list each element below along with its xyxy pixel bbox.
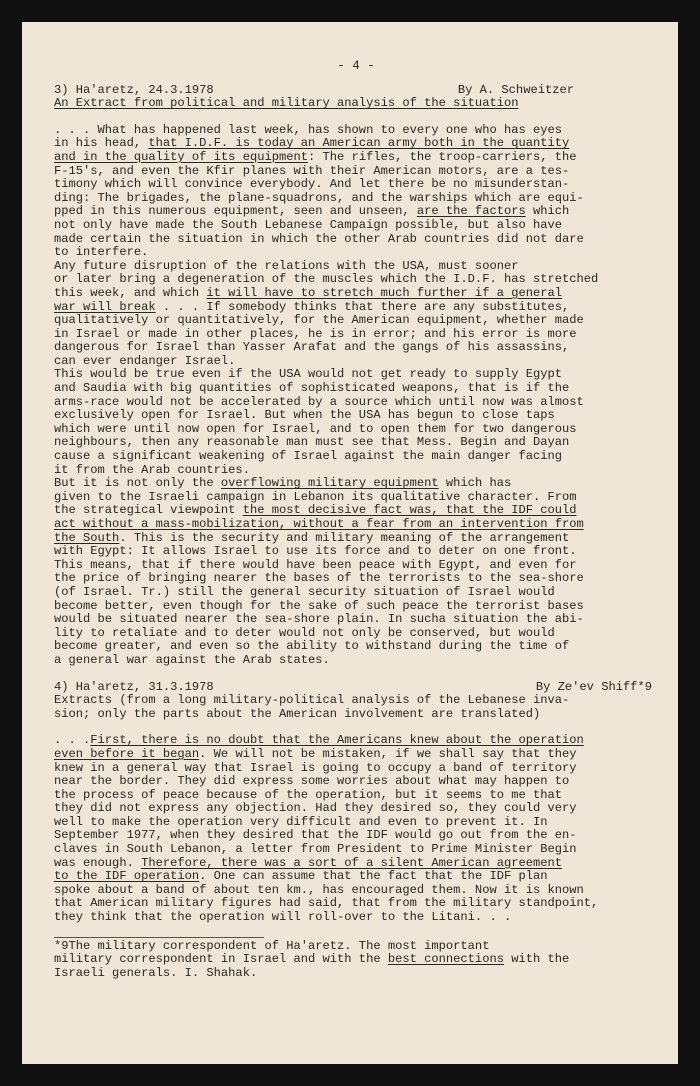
section-3-title	[54, 97, 658, 111]
text-run: Any future disruption of the relations with the USA, must sooner or later bring a degeneration of the muscles which the I.D.F. has stretched this week, and which	[54, 258, 599, 300]
underlined-text: overflowing military equipment	[220, 476, 439, 491]
underlined-text: Therefore, there was a sort of a silent American agreement to the IDF operation	[54, 855, 563, 884]
text-run: But it is not only the	[54, 476, 221, 491]
section-3-paragraph-1	[54, 124, 658, 260]
footnote-separator	[54, 937, 264, 938]
underlined-text: it will have to stretch much further if a general war will break	[54, 285, 563, 314]
text-run: with the Israeli generals. I. Shahak.	[54, 952, 570, 980]
text-run: : The rifles, the troop-carriers, the F-15's, and even the Kfir planes with their American motors, are a tes- timony which will convince everybody. And let there be no misunderstan- ding: The brigades, the plane-squadrons, and the warships which are equi- pped in this numerous equipment, seen and unseen,	[54, 149, 584, 219]
section-4-author: By Ze'ev Shiff*9	[535, 679, 652, 694]
text-run: . One can assume that the fact that the IDF plan spoke about a band of about ten km., has encouraged them. Now it is known that American military figures had said, that from the military standpoint, they think that the operation will roll-over to the Litani. . .	[54, 869, 599, 925]
underlined-text: are the factors	[416, 204, 526, 219]
underlined-text: that I.D.F. is today an American army both in the quantity and in the quality of its equipment	[54, 136, 570, 164]
section-3-author: By A. Schweitzer	[457, 82, 574, 97]
text-run: which not only have made the South Lebanese Campaign possible, but also have made certain the situation in which the other Arab countries did not dare to interfere.	[54, 204, 584, 260]
text-run: . We will not be mistaken, if we shall say that they knew in a general way that Israel is going to occupy a band of territory near the border. They did express some worries about what may happen to the process of peace because of the operation, but it seems to me that they did not express any objection. Had they desired so, they could very well to make the operation very difficult and even to prevent it. In September 1977, when they desired that the IDF would go out from the en- claves in South Lebanon, a letter from President to Prime Minister Begin was enough.	[54, 746, 577, 870]
section-3-header	[54, 84, 658, 98]
underlined-text: First, there is no doubt that the Americans knew about the operation even before it began	[54, 733, 584, 761]
text-run: . . .	[54, 733, 91, 748]
section-3-source: 3) Ha'aretz, 24.3.1978	[54, 82, 214, 97]
page-number: - 4 -	[337, 59, 375, 73]
document-page	[22, 22, 678, 1064]
section-4-intro: Extracts (from a long military-political analysis of the Lebanese inva- sion; only the parts about the American involvement are translated)	[54, 693, 570, 721]
underlined-text: best connections	[387, 952, 504, 967]
section-3-title-text: An Extract from political and military analysis of the situation	[54, 96, 519, 111]
text-run: . . . What has happened last week, has shown to every one who has eyes in his head,	[54, 122, 563, 151]
text-run: *9The military correspondent of Ha'aretz. The most important military correspondent in Israel and with the	[54, 938, 490, 967]
text-run: . This is the security and military meaning of the arrangement with Egypt: It allows Israel to use its force and to deter on one front. This means, that if there would have been peace with Egypt, and even for the price of bringing nearer the bases of the terrorists to the sea-shore (of Israel. Tr.) still the general security situation of Israel would become better, even though for the sake of such peace the terrorist bases would be situated nearer the sea-shore plain. In sucha situation the abi- lity to retaliate and to deter would not only be conserved, but would become greater, and even so the ability to withstand during the time of a general war against the Arab states.	[54, 530, 584, 667]
underlined-text: the most decisive fact was, that the IDF could act without a mass-mobilization, without a fear from an intervention from the South	[54, 503, 584, 545]
section-3-paragraph-3	[54, 477, 658, 667]
text-run: . . . If somebody thinks that there are any substitutes, qualitatively or quantitatively, for the American equipment, whether made in Israel or made in other places, he is in error; and his error is more dangerous for Israel than Yasser Arafat and the gangs of his assassins, can ever endanger Israel. This would be true even if the USA would not get ready to supply Egypt and Saudia with big quantities of sophisticated weapons, that is if the arms-race would not be accelerated by a source which until now was almost exclusively open for Israel. But when the USA has begun to close taps which were until now open for Israel, and to open them for two dangerous neighbours, then any reasonable man must see that Mess. Begin and Dayan cause a significant weakening of Israel against the main danger facing it from the Arab countries.	[54, 299, 584, 477]
text-run: which has given to the Israeli campaign in Lebanon its qualitative character. From the strategical viewpoint	[54, 476, 577, 518]
section-4-paragraph-1	[54, 734, 658, 924]
section-3-paragraph-2	[54, 260, 658, 478]
section-4-source: 4) Ha'aretz, 31.3.1978	[54, 679, 214, 694]
footnote	[54, 940, 658, 981]
section-4-header	[54, 681, 658, 695]
